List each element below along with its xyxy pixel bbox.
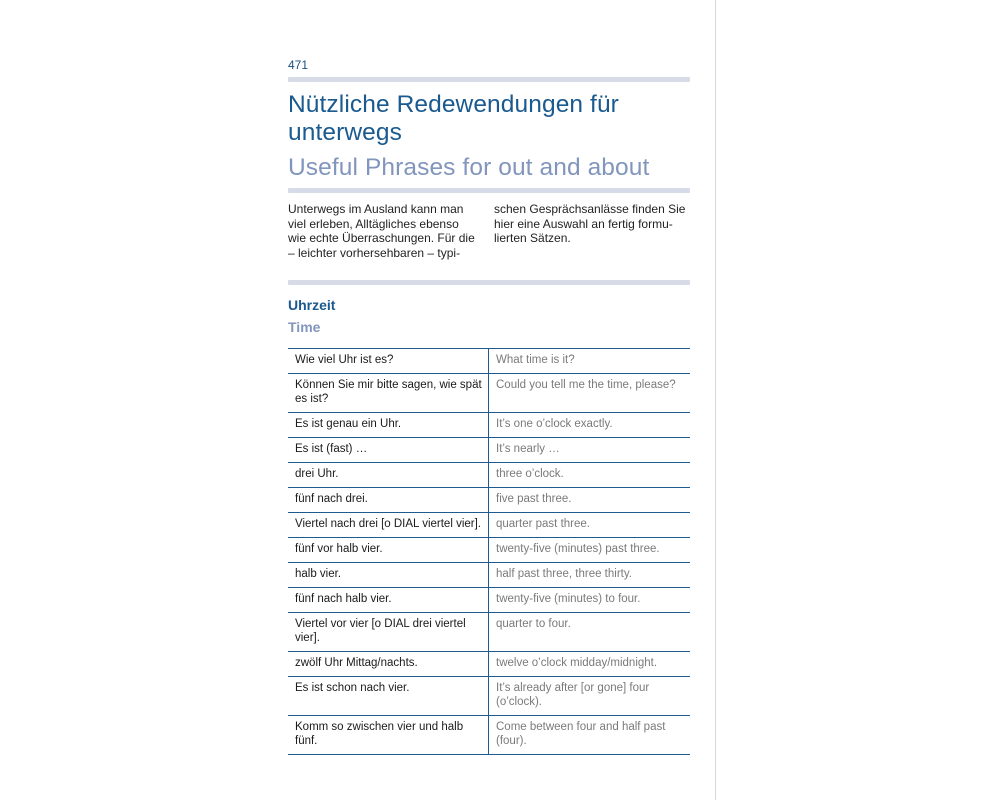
intro-text: [288, 202, 690, 260]
phrase-english: twenty-five (minutes) past three.: [489, 538, 691, 563]
phrase-german: Viertel nach drei [o DIAL viertel vier].: [288, 513, 489, 538]
phrase-german: Es ist schon nach vier.: [288, 677, 489, 716]
phrase-german: fünf nach halb vier.: [288, 588, 489, 613]
phrase-english: It’s nearly …: [489, 438, 691, 463]
intro-column-1: Unterwegs im Ausland kann man viel erleben, Alltägliches ebenso wie echte Überraschungen. Für die – leichter vorhersehbaren – typi-: [288, 202, 475, 260]
table-row: [288, 677, 690, 716]
phrase-german: halb vier.: [288, 563, 489, 588]
phrase-german: Es ist genau ein Uhr.: [288, 413, 489, 438]
table-row: [288, 613, 690, 652]
phrase-english: twelve o’clock midday/midnight.: [489, 652, 691, 677]
title-rule: [288, 188, 690, 193]
phrase-english: What time is it?: [489, 349, 691, 374]
table-row: [288, 374, 690, 413]
phrase-german: Wie viel Uhr ist es?: [288, 349, 489, 374]
phrase-english: Come between four and half past (four).: [489, 716, 691, 755]
page-edge-divider: [715, 0, 716, 800]
phrase-english: Could you tell me the time, please?: [489, 374, 691, 413]
page-title-english: Useful Phrases for out and about: [288, 154, 650, 181]
table-row: [288, 349, 690, 374]
section-heading-german: Uhrzeit: [288, 297, 336, 313]
phrase-german: Viertel vor vier [o DIAL drei viertel vier].: [288, 613, 489, 652]
table-row: [288, 438, 690, 463]
phrase-german: zwölf Uhr Mittag/nachts.: [288, 652, 489, 677]
phrase-english: It’s one o’clock exactly.: [489, 413, 691, 438]
phrase-german: fünf vor halb vier.: [288, 538, 489, 563]
table-row: [288, 413, 690, 438]
phrase-english: twenty-five (minutes) to four.: [489, 588, 691, 613]
section-rule: [288, 280, 690, 285]
table-row: [288, 716, 690, 755]
phrase-english: five past three.: [489, 488, 691, 513]
page-content: [288, 58, 690, 755]
phrase-german: Es ist (fast) …: [288, 438, 489, 463]
table-row: [288, 538, 690, 563]
top-rule: [288, 77, 690, 82]
table-row: [288, 488, 690, 513]
phrase-german: fünf nach drei.: [288, 488, 489, 513]
phrase-english: quarter to four.: [489, 613, 691, 652]
page-title-german: Nützliche Redewendungen für unterwegs: [288, 91, 619, 146]
table-row: [288, 463, 690, 488]
phrase-english: half past three, three thirty.: [489, 563, 691, 588]
phrase-english: quarter past three.: [489, 513, 691, 538]
table-row: [288, 652, 690, 677]
intro-column-2: schen Gesprächsanlässe finden Sie hier eine Auswahl an fertig formu-lierten Sätzen.: [494, 202, 686, 245]
phrase-english: It’s already after [or gone] four (o’clock).: [489, 677, 691, 716]
phrase-german: Komm so zwischen vier und halb fünf.: [288, 716, 489, 755]
table-row: [288, 563, 690, 588]
phrase-german: Können Sie mir bitte sagen, wie spät es ist?: [288, 374, 489, 413]
table-row: [288, 513, 690, 538]
phrase-english: three o’clock.: [489, 463, 691, 488]
table-row: [288, 588, 690, 613]
page-number: 471: [288, 58, 309, 72]
section-heading-english: Time: [288, 319, 321, 335]
phrase-table: [288, 348, 690, 755]
phrase-german: drei Uhr.: [288, 463, 489, 488]
